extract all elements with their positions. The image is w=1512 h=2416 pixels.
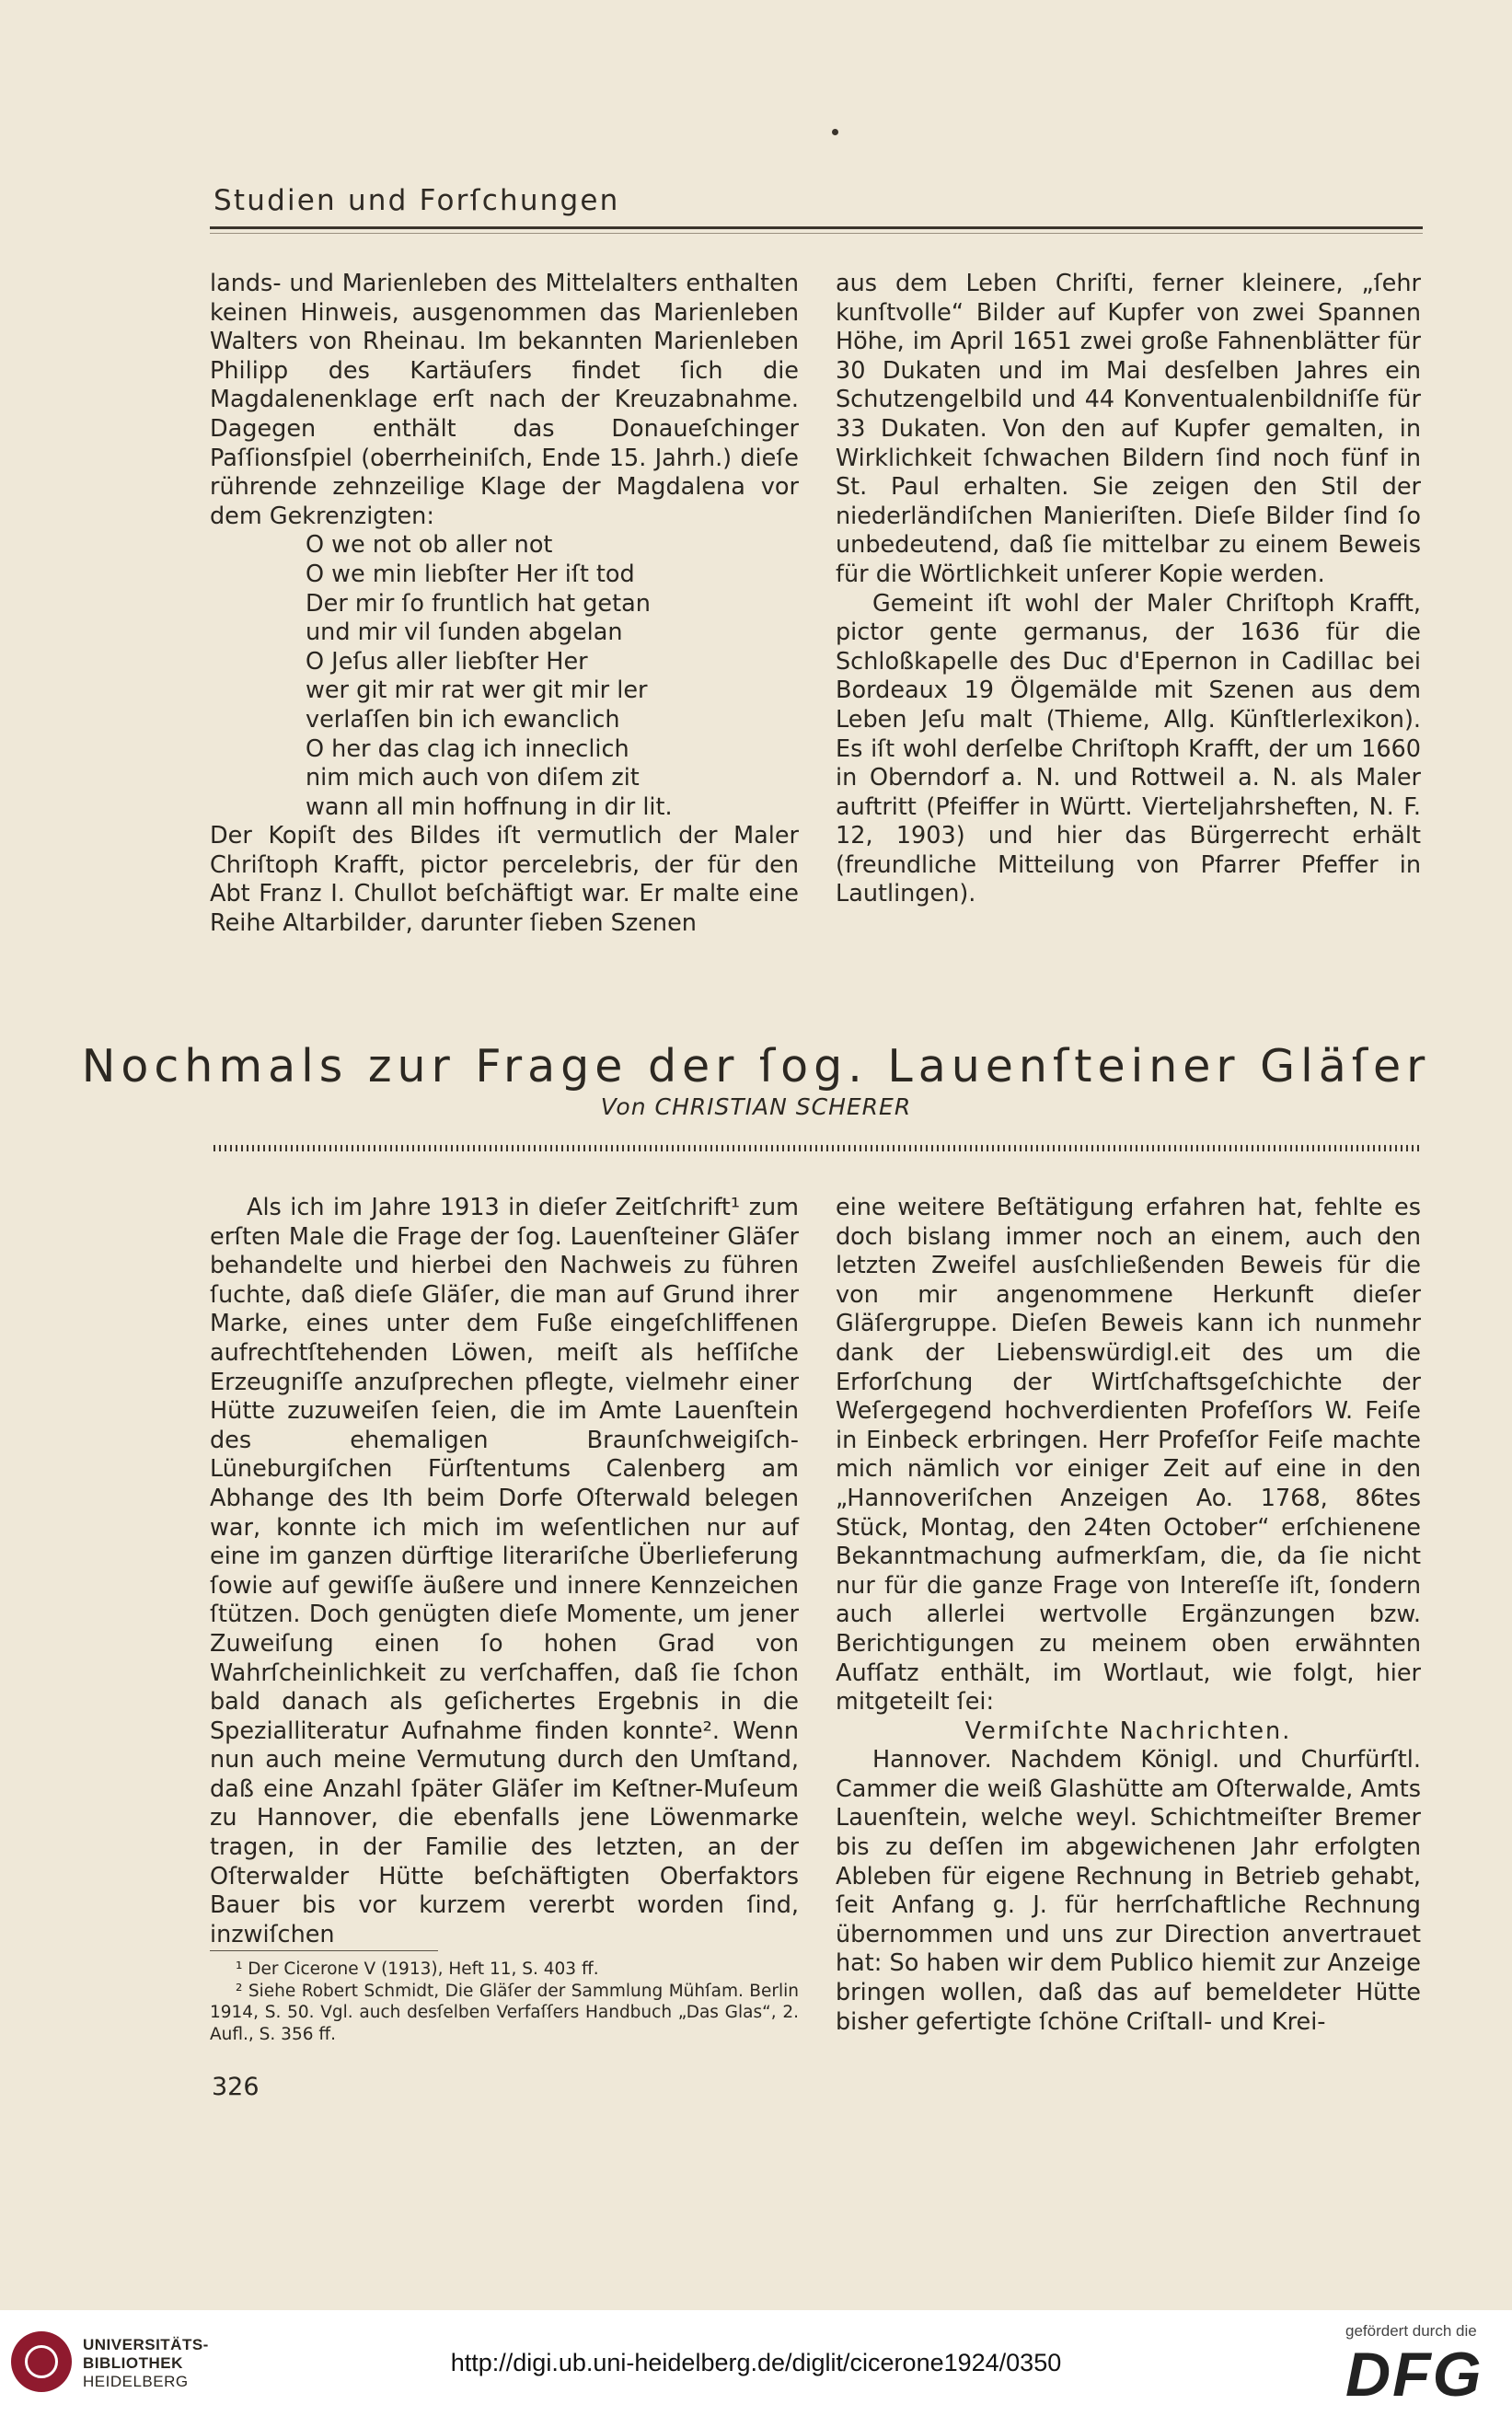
poem: [210, 531, 799, 822]
funder-label: gefördert durch die: [1345, 2322, 1477, 2340]
footnote: ¹ Der Cicerone V (1913), Heft 11, S. 403 ff.: [236, 1959, 599, 1979]
header-rule-thin: [210, 233, 1423, 234]
top-left-column: [210, 270, 799, 939]
paragraph: aus dem Leben Chriſti, ferner kleinere, „ſehr kunſtvolle“ Bilder auf Kupfer von zwei Spannen Höhe, im April 1651 zwei große Fahnenblätter für 30 Dukaten und im Mai desſelben Jahres ein Schutzengelbild und 44 Konventualenbildniſſe für 33 Dukaten. Von den auf Kupfer gemalten, in Wirklichkeit ſchwachen Bildern ſind noch fünf in St. Paul erhalten. Sie zeigen den Stil der niederländiſchen Manieriſten. Dieſe Bilder ſind ſo unbedeutend, daß ſie mittelbar zu einem Beweis für die Wörtlichkeit unſerer Kopie werden.: [836, 270, 1421, 588]
poem-line: O we min liebſter Her iſt tod: [306, 560, 635, 588]
paragraph: eine weitere Beſtätigung erfahren hat, fehlte es doch bislang immer noch an einem, auch den letzten Zweifel ausſchließenden Beweis für die von mir angenommene Herkunft dieſer Gläſergruppe. Dieſen Beweis kann ich nunmehr dank der Liebenswürdigl.eit des um die Erforſchung der Wirtſchaftsgeſchichte der Weſergegend hochverdienten Profeſſors W. Feiſe in Einbeck erbringen. Herr Profeſſor Feiſe machte mich nämlich vor einiger Zeit auf eine in den „Hannoveriſchen Anzeigen Ao. 1768, 86tes Stück, Montag, den 24ten October“ erſchienene Bekanntmachung aufmerkſam, die, da ſie nicht nur für die ganze Frage von Intereſſe iſt, ſondern auch allerlei wertvolle Ergänzungen bzw. Berichtigungen zu meinem oben erwähnten Aufſatz enthält, im Wortlaut, wie folgt, hier mitgeteilt ſei:: [836, 1194, 1421, 1717]
article-byline: Von CHRISTIAN SCHERER: [600, 1093, 912, 1120]
page-number: 326: [212, 2073, 260, 2101]
poem-line: Der mir ſo fruntlich hat getan: [306, 589, 651, 618]
footnote-rule: [210, 1950, 438, 1951]
paragraph: lands- und Marienleben des Mittelalters enthalten keinen Hinweis, ausgenommen das Marienleben Walters von Rheinau. Im bekannten Marienleben Philipp des Kartäuſers findet ſich die Magdalenenklage erſt nach der Kreuzabnahme. Dagegen enthält das Donaueſchinger Paſſionsſpiel (oberrheiniſch, Ende 15. Jahrh.) dieſe rührende zehnzeilige Klage der Magdalena vor dem Gekrenzigten:: [210, 270, 799, 530]
permalink[interactable]: http://digi.ub.uni-heidelberg.de/diglit/cicerone1924/0350: [450, 2349, 1062, 2376]
header-rule: [210, 226, 1423, 229]
poem-line: O Jeſus aller liebſter Her: [306, 647, 588, 676]
poem-line: nim mich auch von diſem zit: [306, 764, 640, 792]
poem-line: O her das clag ich inneclich: [306, 734, 629, 763]
poem-line: und mir vil ſunden abgelan: [306, 618, 623, 647]
bottom-right-column: [836, 1194, 1421, 2037]
bottom-left-column: [210, 1194, 799, 1949]
poem-line: O we not ob aller not: [306, 531, 553, 560]
paragraph: Als ich im Jahre 1913 in dieſer Zeitſchrift¹ zum erſten Male die Frage der ſog. Lauenſteiner Gläſer behandelte und hierbei den Nachweis zu führen ſuchte, daß dieſe Gläſer, die man auf Grund ihrer Marke, eines unter dem Fuße eingeſchliffenen aufrechtſtehenden Löwen, meiſt als heſſiſche Erzeugniſſe anzuſprechen pflegte, vielmehr einer Hütte zuzuweiſen ſeien, die im Amte Lauenſtein des ehemaligen Braunſchweigiſch-Lüneburgiſchen Fürſtentums Calenberg am Abhange des Ith beim Dorfe Oſterwald belegen war, konnte ich mich im weſentlichen nur auf eine im ganzen dürftige literariſche Überlieferung ſowie auf gewiſſe äußere und innere Kennzeichen ſtützen. Doch genügten dieſe Momente, um jener Zuweiſung einen ſo hohen Grad von Wahrſcheinlichkeit zu verſchaffen, daß ſie ſchon bald danach als geſichertes Ergebnis in die Spezialliteratur Aufnahme finden konnte². Wenn nun auch meine Vermutung durch den Umſtand, daß eine Anzahl ſpäter Gläſer im Keſtner-Muſeum zu Hannover, die ebenfalls jene Löwenmarke tragen, in der Familie des letzten, an der Oſterwalder Hütte beſchäftigten Oberfaktors Bauer bis vor kurzem vererbt worden ſind, inzwiſchen: [210, 1194, 799, 1948]
library-name-line: UNIVERSITÄTS-: [83, 2336, 209, 2353]
poem-line: verlaſſen bin ich ewanclich: [306, 705, 620, 734]
library-name-line: BIBLIOTHEK: [83, 2354, 183, 2372]
paragraph: Der Kopiſt des Bildes iſt vermutlich der Maler Chriſtoph Krafft, pictor perceIebris, der für den Abt Franz I. Chullot beſchäftigt war. Er malte eine Reihe Altarbilder, darunter ſieben Szenen: [210, 822, 799, 938]
ink-dot: [832, 129, 838, 135]
dfg-logo[interactable]: DFG: [1345, 2340, 1483, 2410]
ornamental-rule: [214, 1145, 1421, 1151]
footnotes: [210, 1959, 799, 2045]
poem-line: wann all min hoffnung in dir lit.: [306, 792, 673, 821]
article-title: Nochmals zur Frage der ſog. Lauenſteiner Gläſer: [81, 1040, 1431, 1092]
paragraph: Hannover. Nachdem Königl. und Churfürſtl. Cammer die weiß Glashütte am Oſterwalde, Amts Lauenſtein, welche weyl. Schichtmeiſter Bremer bis zu deſſen im abgewichenen Jahr erfolgten Ableben für eigene Rechnung in Betrieb gehabt, ſeit Anfang g. J. für herrſchaftliche Rechnung übernommen und uns zur Direction anvertrauet hat: So haben wir dem Publico hiemit zur Anzeige bringen wollen, daß das auf bemeldeter Hütte bisher gefertigte ſchöne Criſtall- und Krei-: [836, 1746, 1421, 2036]
footnote: ² Siehe Robert Schmidt, Die Gläſer der Sammlung Mühſam. Berlin 1914, S. 50. Vgl. auch desſelben Verfaſſers Handbuch „Das Glas“, 2. Aufl., S. 356 ff.: [210, 1981, 799, 2044]
top-right-column: [836, 270, 1421, 909]
paragraph: Gemeint iſt wohl der Maler Chriſtoph Krafft, pictor gente germanus, der 1636 für die Schloßkapelle des Duc d'Epernon in Cadillac bei Bordeaux 19 Ölgemälde mit Szenen aus dem Leben Jeſu malt (Thieme, Allg. Künſtlerlexikon). Es iſt wohl derſelbe Chriſtoph Krafft, der um 1660 in Oberndorf a. N. und Rottweil a. N. als Maler auftritt (Pfeiffer in Württ. Vierteljahrsheften, N. F. 12, 1903) und hier das Bürgerrecht erhält (freundliche Mitteilung von Pfarrer Pfeffer in Lautlingen).: [836, 589, 1421, 908]
poem-line: wer git mir rat wer git mir ler: [306, 676, 648, 705]
section-subhead: Vermiſchte Nachrichten.: [964, 1717, 1292, 1745]
running-head: Studien und Forſchungen: [214, 184, 620, 217]
library-name-line: HEIDELBERG: [83, 2373, 189, 2390]
